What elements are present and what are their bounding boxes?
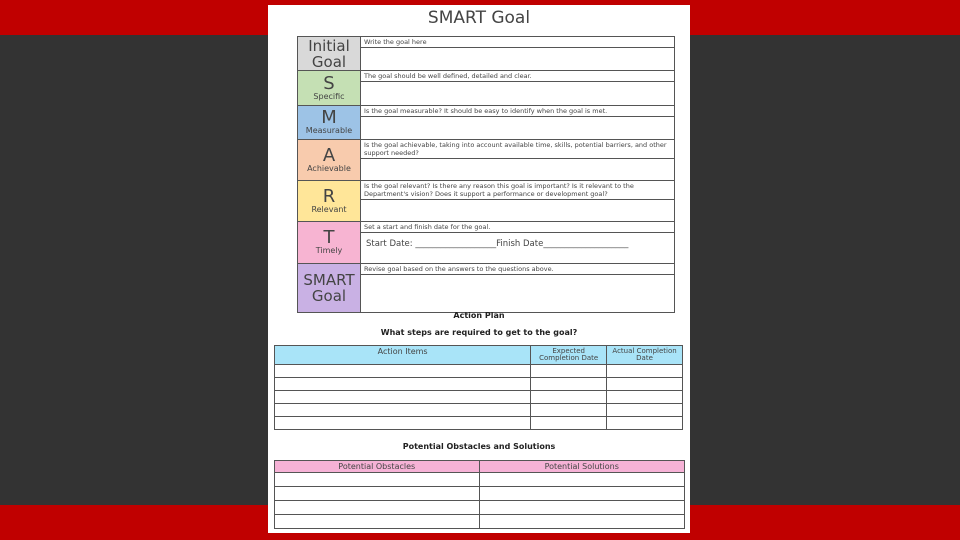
action-cell[interactable]: [607, 365, 683, 378]
action-cell[interactable]: [275, 404, 531, 417]
obstacles-table: [274, 460, 685, 529]
header-actual-date: Actual Completion Date: [607, 346, 683, 365]
smart-answer-field[interactable]: [361, 117, 674, 139]
obstacle-cell[interactable]: [479, 487, 685, 501]
action-cell[interactable]: [607, 391, 683, 404]
action-cell[interactable]: [275, 365, 531, 378]
smart-prompt: Is the goal measurable? It should be easy to identify when the goal is met.: [361, 106, 674, 117]
smart-answer-field[interactable]: [361, 275, 674, 312]
obstacle-cell[interactable]: [479, 501, 685, 515]
smart-word: Specific: [313, 91, 345, 101]
smart-word: Timely: [315, 246, 343, 255]
header-obstacles: Potential Obstacles: [275, 461, 480, 473]
smart-prompt: The goal should be well defined, detailed and clear.: [361, 71, 674, 82]
obstacle-row: [275, 501, 685, 515]
smart-label: [298, 222, 361, 263]
smart-letter: S: [323, 72, 335, 94]
action-plan-table: [274, 345, 683, 430]
document-page: [268, 5, 690, 533]
action-cell[interactable]: [275, 378, 531, 391]
action-plan-question: What steps are required to get to the goal?: [380, 328, 578, 337]
smart-word: Measurable: [305, 126, 353, 135]
action-cell[interactable]: [531, 378, 607, 391]
smart-label: [298, 181, 361, 221]
smart-answer-field[interactable]: [361, 200, 674, 221]
smart-label-text: SMART Goal: [303, 271, 355, 305]
action-cell[interactable]: [275, 417, 531, 430]
smart-word: Relevant: [311, 204, 347, 214]
smart-row: [298, 222, 674, 264]
smart-label-text: Initial Goal: [308, 36, 350, 71]
smart-prompt: Is the goal relevant? Is there any reason this goal is important? Is it relevant to the Department's vision? Does it support a performance or development goal?: [361, 181, 674, 200]
smart-letter: T: [323, 227, 335, 248]
action-cell[interactable]: [531, 391, 607, 404]
page-title: SMART Goal: [427, 8, 531, 28]
obstacles-title: Potential Obstacles and Solutions: [402, 442, 556, 451]
smart-answer-field[interactable]: [361, 48, 674, 70]
smart-label: [298, 264, 361, 312]
action-row: [275, 378, 683, 391]
action-row: [275, 404, 683, 417]
obstacle-row: [275, 487, 685, 501]
smart-word: Achievable: [307, 163, 351, 173]
action-cell[interactable]: [531, 404, 607, 417]
obstacle-cell[interactable]: [275, 473, 480, 487]
date-fields[interactable]: Start Date: ___________________Finish Date____________________: [366, 239, 629, 249]
smart-letter: A: [322, 144, 336, 166]
header-solutions: Potential Solutions: [479, 461, 685, 473]
smart-prompt: Is the goal achievable, taking into account available time, skills, potential barriers, and other support needed?: [361, 140, 674, 159]
action-cell[interactable]: [531, 365, 607, 378]
smart-row: [298, 264, 674, 312]
smart-letter: M: [321, 107, 337, 128]
action-plan-title: Action Plan: [453, 311, 505, 320]
action-cell[interactable]: [275, 391, 531, 404]
header-expected-date: Expected Completion Date: [531, 346, 607, 365]
smart-answer-field[interactable]: [361, 82, 674, 105]
smart-answer-field[interactable]: [361, 159, 674, 180]
obstacle-cell[interactable]: [275, 501, 480, 515]
action-cell[interactable]: [607, 404, 683, 417]
smart-row: [298, 181, 674, 222]
smart-prompt: Write the goal here: [361, 37, 674, 48]
action-cell[interactable]: [607, 417, 683, 430]
smart-letter: R: [322, 185, 336, 207]
obstacle-cell[interactable]: [479, 515, 685, 529]
smart-table: [297, 36, 675, 313]
smart-row: [298, 37, 674, 71]
obstacle-row: [275, 515, 685, 529]
header-action-items: Action Items: [275, 346, 531, 365]
smart-row: [298, 140, 674, 181]
smart-row: [298, 106, 674, 140]
obstacle-row: [275, 473, 685, 487]
smart-prompt: Revise goal based on the answers to the questions above.: [361, 264, 674, 275]
smart-label: [298, 71, 361, 105]
smart-label: [298, 140, 361, 180]
action-row: [275, 417, 683, 430]
action-row: [275, 365, 683, 378]
obstacle-cell[interactable]: [479, 473, 685, 487]
action-row: [275, 391, 683, 404]
action-cell[interactable]: [531, 417, 607, 430]
smart-row: [298, 71, 674, 106]
smart-label: [298, 106, 361, 139]
obstacle-cell[interactable]: [275, 515, 480, 529]
action-cell[interactable]: [607, 378, 683, 391]
smart-answer-field[interactable]: [361, 233, 674, 263]
obstacle-cell[interactable]: [275, 487, 480, 501]
smart-label: [298, 37, 361, 70]
smart-prompt: Set a start and finish date for the goal.: [361, 222, 674, 233]
